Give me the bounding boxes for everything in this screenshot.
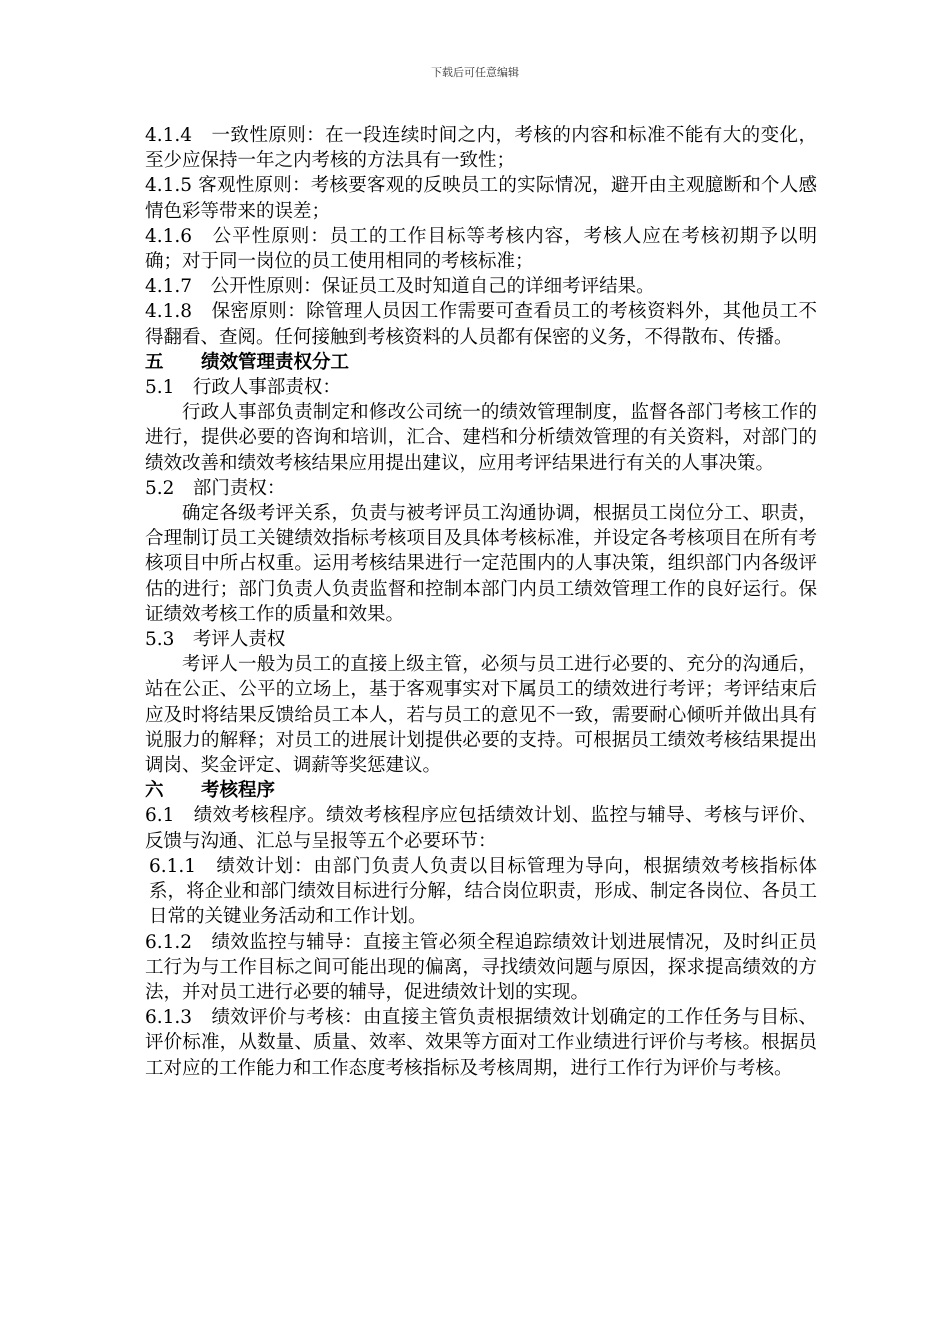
section-heading (145, 350, 817, 375)
clause-paragraph: 6.1.1 绩效计划：由部门负责人负责以目标管理为导向，根据绩效考核指标体系，将企业和部门绩效目标进行分解，结合岗位职责，形成、制定各岗位、各员工日常的关键业务活动和工作计划。 (149, 855, 817, 928)
clause-paragraph: 6.1.2 绩效监控与辅导：直接主管必须全程追踪绩效计划进展情况，及时纠正员工行为与工作目标之间可能出现的偏离，寻找绩效问题与原因，探求提高绩效的方法，并对员工进行必要的辅导，促进绩效计划的实现。 (145, 931, 817, 1003)
section-title: 绩效管理责权分工 (201, 351, 350, 373)
section-title: 考核程序 (201, 780, 276, 802)
clause-paragraph: 6.1 绩效考核程序。绩效考核程序应包括绩效计划、监控与辅导、考核与评价、反馈与沟通、汇总与呈报等五个必要环节： (145, 805, 817, 852)
document-body (145, 123, 817, 1081)
clause-paragraph: 5.1 行政人事部责权： (145, 377, 341, 399)
clause-paragraph: 4.1.8 保密原则：除管理人员因工作需要可查看员工的考核资料外，其他员工不得翻看、查阅。任何接触到考核资料的人员都有保密的义务，不得散布、传播。 (145, 301, 817, 348)
body-paragraph: 确定各级考评关系，负责与被考评员工沟通协调，根据员工岗位分工、职责，合理制订员工关键绩效指标考核项目及具体考核标准，并设定各考核项目在所有考核项目中所占权重。运用考核结果进行一定范围内的人事决策，组织部门内各级评估的进行；部门负责人负责监督和控制本部门内员工绩效管理工作的良好运行。保证绩效考核工作的质量和效果。 (145, 503, 817, 625)
clause-paragraph: 4.1.4 一致性原则：在一段连续时间之内，考核的内容和标准不能有大的变化，至少应保持一年之内考核的方法具有一致性； (145, 125, 817, 172)
clause-paragraph: 6.1.3 绩效评价与考核：由直接主管负责根据绩效计划确定的工作任务与目标、评价标准，从数量、质量、效率、效果等方面对工作业绩进行评价与考核。根据员工对应的工作能力和工作态度考核指标及考核周期，进行工作行为评价与考核。 (145, 1007, 817, 1079)
section-number: 六 (145, 780, 164, 802)
clause-paragraph: 5.2 部门责权： (145, 477, 286, 499)
header-note: 下载后可任意编辑 (431, 66, 519, 79)
section-heading (145, 778, 817, 803)
clause-paragraph: 5.3 考评人责权 (145, 629, 286, 651)
clause-paragraph: 4.1.5 客观性原则：考核要客观的反映员工的实际情况，避开由主观臆断和个人感情色彩等带来的误差； (145, 175, 817, 222)
clause-paragraph: 4.1.7 公开性原则：保证员工及时知道自己的详细考评结果。 (145, 276, 655, 298)
clause-paragraph: 4.1.6 公平性原则：员工的工作目标等考核内容，考核人应在考核初期予以明确；对于同一岗位的员工使用相同的考核标准； (145, 225, 817, 273)
section-number: 五 (145, 351, 164, 373)
body-paragraph: 考评人一般为员工的直接上级主管，必须与员工进行必要的、充分的沟通后，站在公正、公平的立场上，基于客观事实对下属员工的绩效进行考评；考评结束后应及时将结果反馈给员工本人，若与员工的意见不一致，需要耐心倾听并做出具有说服力的解释；对员工的进展计划提供必要的支持。可根据员工绩效考核结果提出调岗、奖金评定、调薪等奖惩建议。 (145, 654, 817, 777)
body-paragraph: 行政人事部负责制定和修改公司统一的绩效管理制度，监督各部门考核工作的进行，提供必要的咨询和培训，汇合、建档和分析绩效管理的有关资料，对部门的绩效改善和绩效考核结果应用提出建议，应用考评结果进行有关的人事决策。 (145, 402, 817, 474)
